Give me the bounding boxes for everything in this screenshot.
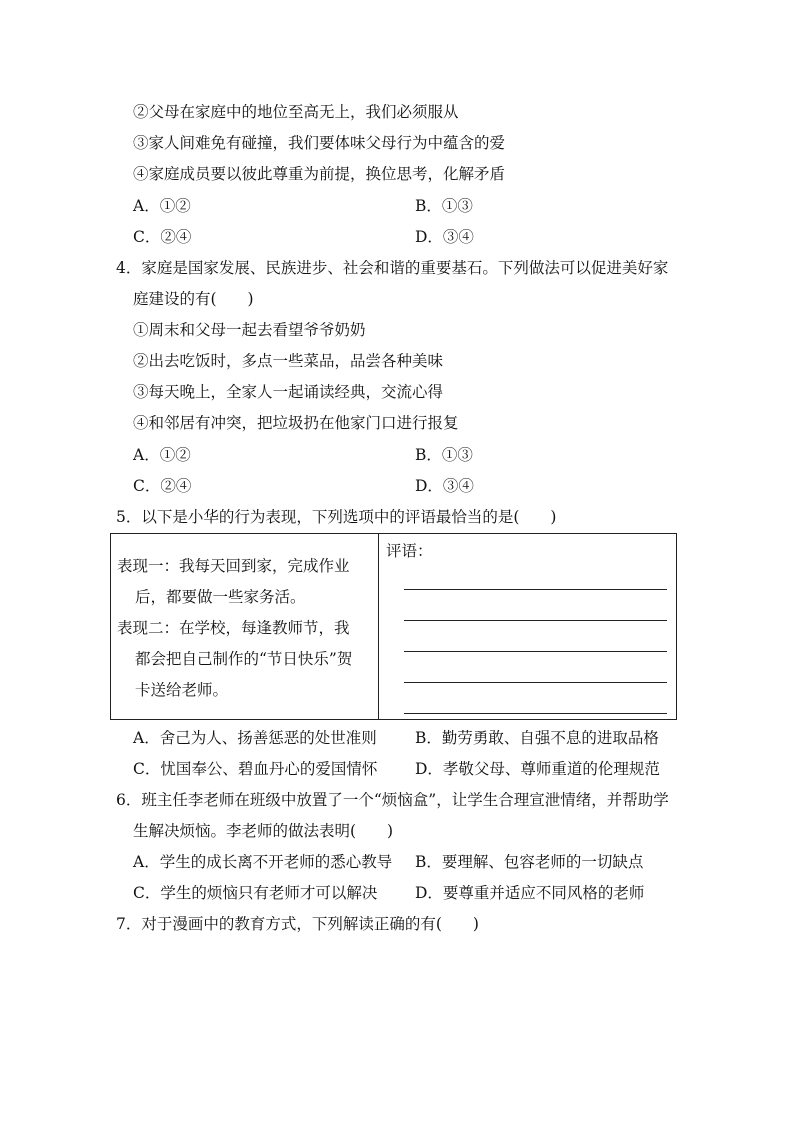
q7-stem: 7．对于漫画中的教育方式，下列解读正确的有( ) <box>116 915 479 933</box>
q4-stem-line2: 庭建设的有( ) <box>133 290 254 308</box>
comment-blank-line-5[interactable] <box>404 713 667 714</box>
q4-item-3: ③每天晚上，全家人一起诵读经典，交流心得 <box>133 383 444 401</box>
q4-stem-line1: 4．家庭是国家发展、民族进步、社会和谐的重要基石。下列做法可以促进美好家 <box>116 259 669 277</box>
q4-option-b[interactable]: B．①③ <box>415 446 473 464</box>
q3-item-3: ③家人间难免有碰撞，我们要体味父母行为中蕴含的爱 <box>133 134 506 152</box>
q5-option-d[interactable]: D．孝敬父母、尊师重道的伦理规范 <box>415 760 660 778</box>
table-left-line-1: 表现一：我每天回到家，完成作业 <box>117 557 350 575</box>
q4-item-1: ①周末和父母一起去看望爷爷奶奶 <box>133 321 366 339</box>
comment-blank-line-2[interactable] <box>404 620 667 621</box>
q4-option-c[interactable]: C．②④ <box>133 477 192 495</box>
comment-label: 评语： <box>386 542 433 560</box>
table-left-line-5: 卡送给老师。 <box>135 681 229 699</box>
q3-option-c[interactable]: C．②④ <box>133 228 192 246</box>
q6-stem-line1: 6．班主任李老师在班级中放置了一个“烦恼盒”，让学生合理宣泄情绪，并帮助学 <box>116 791 669 809</box>
q4-item-2: ②出去吃饭时，多点一些菜品，品尝各种美味 <box>133 352 444 370</box>
q5-behavior-table <box>110 533 677 720</box>
table-divider <box>378 534 379 719</box>
q3-option-b[interactable]: B．①③ <box>415 197 473 215</box>
comment-blank-line-1[interactable] <box>404 589 667 590</box>
table-left-line-3: 表现二：在学校，每逢教师节，我 <box>117 619 350 637</box>
table-left-line-4: 都会把自己制作的“节日快乐”贺 <box>135 650 353 668</box>
q6-option-d[interactable]: D．要尊重并适应不同风格的老师 <box>415 884 645 902</box>
q3-item-4: ④家庭成员要以彼此尊重为前提，换位思考，化解矛盾 <box>133 165 506 183</box>
q4-option-d[interactable]: D．③④ <box>415 477 474 495</box>
comment-blank-line-3[interactable] <box>404 651 667 652</box>
q5-option-c[interactable]: C．忧国奉公、碧血丹心的爱国情怀 <box>133 760 378 778</box>
q6-option-c[interactable]: C．学生的烦恼只有老师才可以解决 <box>133 884 378 902</box>
q3-item-2: ②父母在家庭中的地位至高无上，我们必须服从 <box>133 103 459 121</box>
q3-option-d[interactable]: D．③④ <box>415 228 474 246</box>
comment-blank-line-4[interactable] <box>404 682 667 683</box>
q6-option-b[interactable]: B．要理解、包容老师的一切缺点 <box>415 853 644 871</box>
q3-option-a[interactable]: A．①② <box>133 197 191 215</box>
table-left-line-2: 后，都要做一些家务活。 <box>135 588 306 606</box>
q6-option-a[interactable]: A．学生的成长离不开老师的悉心教导 <box>133 853 393 871</box>
q4-option-a[interactable]: A．①② <box>133 446 191 464</box>
q5-option-b[interactable]: B．勤劳勇敢、自强不息的进取品格 <box>415 729 659 747</box>
q5-option-a[interactable]: A．舍己为人、扬善惩恶的处世准则 <box>133 729 377 747</box>
q5-stem: 5．以下是小华的行为表现，下列选项中的评语最恰当的是( ) <box>116 508 557 526</box>
q6-stem-line2: 生解决烦恼。李老师的做法表明( ) <box>133 822 394 840</box>
q4-item-4: ④和邻居有冲突，把垃圾扔在他家门口进行报复 <box>133 414 459 432</box>
